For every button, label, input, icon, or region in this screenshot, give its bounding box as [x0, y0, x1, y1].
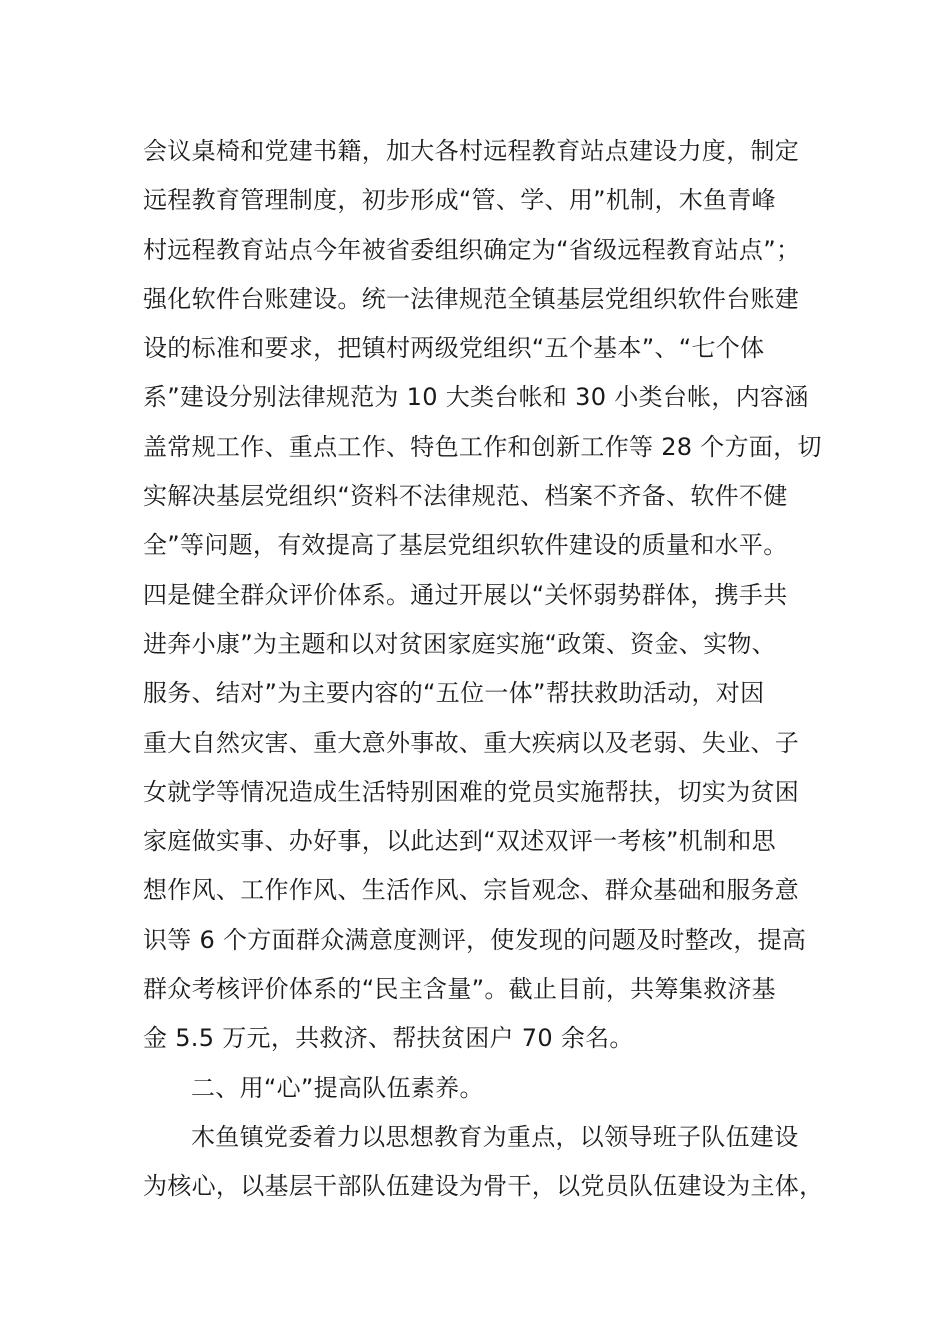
text-line: 为核心，以基层干部队伍建设为骨干，以党员队伍建设为主体， — [143, 1172, 824, 1201]
text-line: 群众考核评价体系的“民主含量”。截止目前，共筹集救济基 — [143, 975, 776, 1004]
text-line: 强化软件台账建设。统一法律规范全镇基层党组织软件台账建 — [143, 284, 800, 313]
text-line: 服务、结对”为主要内容的“五位一体”帮扶救助活动，对因 — [143, 679, 765, 708]
paragraph-first-line: 木鱼镇党委着力以思想教育为重点，以领导班子队伍建设 — [191, 1122, 799, 1151]
text-line: 女就学等情况造成生活特别困难的党员实施帮扶，切实为贫困 — [143, 777, 800, 806]
text-line: 四是健全群众评价体系。通过开展以“关怀弱势群体，携手共 — [143, 580, 788, 609]
text-line: 想作风、工作作风、生活作风、宗旨观念、群众基础和服务意 — [143, 876, 800, 905]
text-line: 全”等问题，有效提高了基层党组织软件建设的质量和水平。 — [143, 531, 788, 560]
text-line: 盖常规工作、重点工作、特色工作和创新工作等 28 个方面，切 — [143, 432, 822, 461]
text-line: 系”建设分别法律规范为 10 大类台帐和 30 小类台帐，内容涵 — [143, 383, 809, 412]
text-line: 村远程教育站点今年被省委组织确定为“省级远程教育站点”； — [143, 235, 801, 264]
text-line: 重大自然灾害、重大意外事故、重大疾病以及老弱、失业、子 — [143, 728, 800, 757]
text-line: 金 5.5 万元，共救济、帮扶贫困户 70 余名。 — [143, 1024, 634, 1053]
text-line: 远程教育管理制度，初步形成“管、学、用”机制，木鱼青峰 — [143, 186, 776, 215]
text-line: 实解决基层党组织“资料不法律规范、档案不齐备、软件不健 — [143, 482, 788, 511]
section-heading: 二、用“心”提高队伍素养。 — [191, 1073, 484, 1102]
body-text — [143, 127, 824, 1212]
text-line: 设的标准和要求，把镇村两级党组织“五个基本”、“七个体 — [143, 334, 765, 363]
text-line: 识等 6 个方面群众满意度测评，使发现的问题及时整改，提高 — [143, 925, 807, 954]
text-line: 家庭做实事、办好事，以此达到“双述双评一考核”机制和思 — [143, 827, 776, 856]
text-line: 进奔小康”为主题和以对贫困家庭实施“政策、资金、实物、 — [143, 629, 776, 658]
text-line: 会议桌椅和党建书籍，加大各村远程教育站点建设力度，制定 — [143, 137, 800, 165]
